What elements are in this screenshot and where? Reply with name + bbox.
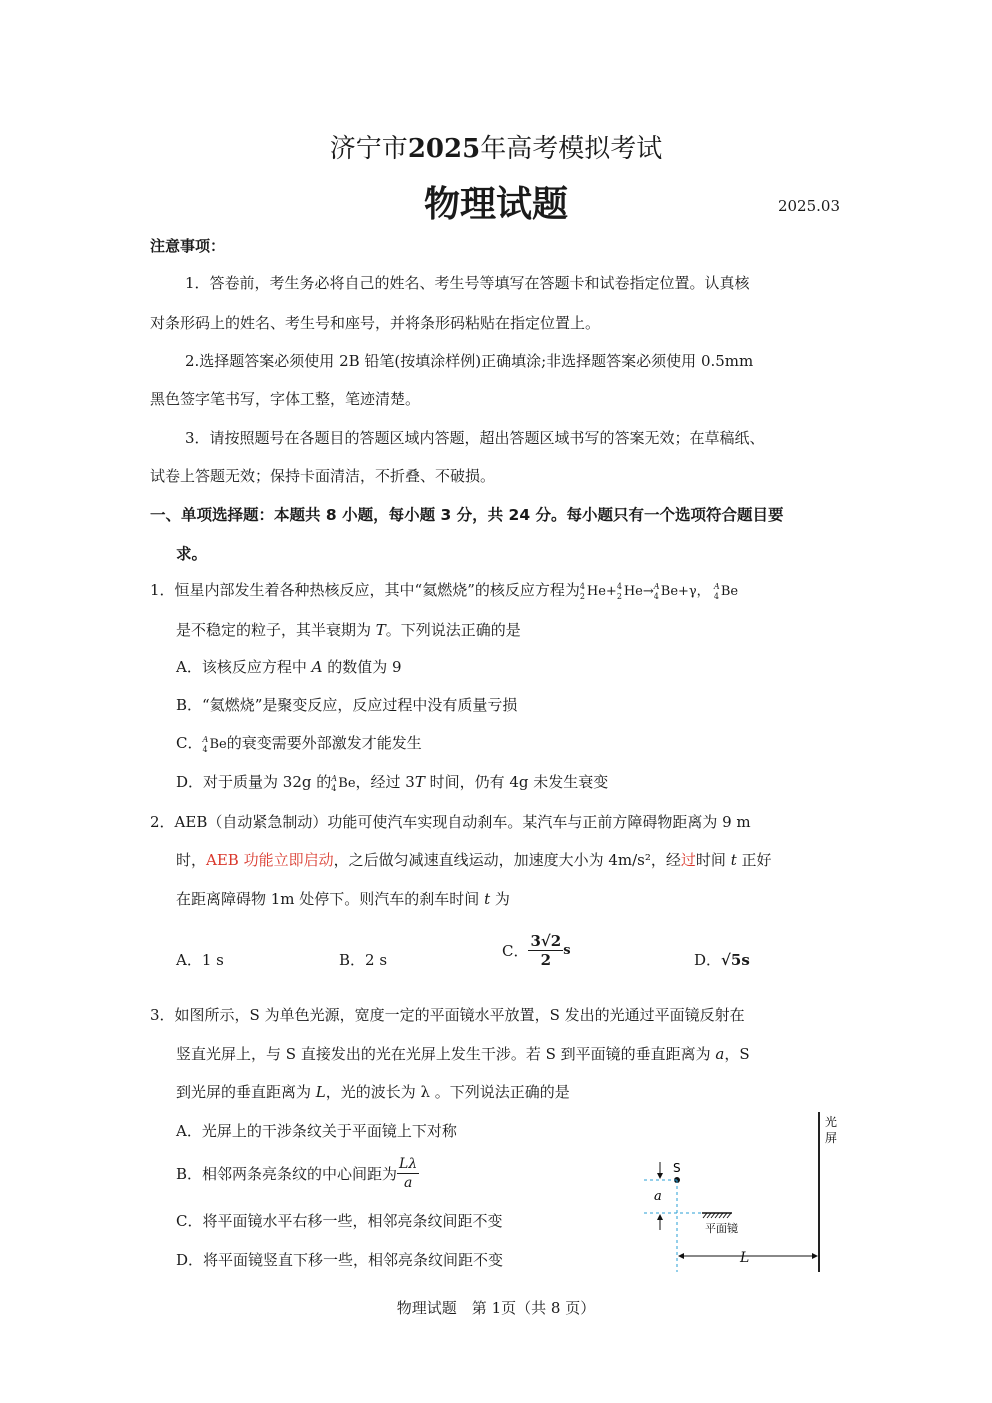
notice-item-1-line-2: 对条形码上的姓名、考生号和座号，并将条形码粘贴在指定位置上。 (150, 314, 601, 332)
q3-option-b: B．相邻两条亮条纹的中心间距为 $\frac{L\lambda}{a}$ (176, 1156, 418, 1191)
q1-option-a: A．该核反应方程中 A 的数值为 9 (176, 658, 402, 676)
q1-option-d: D．对于质量为 32g 的 A 4 Be，经过 3T 时间，仍有 4g 未发生衰变 (176, 773, 609, 793)
mirror-label: 平面镜 (705, 1222, 738, 1235)
q3-option-d: D．将平面镜竖直下移一些，相邻亮条纹间距不变 (176, 1251, 504, 1269)
q3-option-a: A．光屏上的干涉条纹关于平面镜上下对称 (176, 1122, 457, 1140)
screen-label-2: 屏 (825, 1131, 838, 1145)
q2-stem-line-2: 时，AEB 功能立即启动，之后做匀减速直线运动，加速度大小为 4m/s²，经过时间 t 正好 (176, 851, 772, 869)
page-footer: 物理试题 第 1页（共 8 页） (396, 1299, 596, 1317)
q3-stem-line-2: 竖直光屏上，与 S 直接发出的光在光屏上发生干涉。若 S 到平面镜的垂直距离为 a，S (176, 1045, 750, 1063)
L-label: L (740, 1250, 750, 1266)
notice-heading: 注意事项： (150, 237, 226, 255)
exam-title: 济宁市2025年高考模拟考试 (329, 134, 663, 164)
section-1-heading-line-2: 求。 (176, 545, 208, 563)
subject-title: 物理试题 (423, 184, 568, 225)
notice-item-3-line-1: 3．请按照题号在各题目的答题区域内答题，超出答题区域书写的答案无效；在草稿纸、 (185, 429, 765, 447)
q3-stem-line-1: 3．如图所示，S 为单色光源，宽度一定的平面镜水平放置，S 发出的光通过平面镜反射在 (150, 1006, 745, 1024)
q2-option-d: D．√5s (694, 951, 750, 969)
q2-option-b: B．2 s (339, 951, 388, 969)
interference-diagram (636, 1110, 856, 1280)
q2-option-a: A．1 s (176, 951, 224, 969)
a-label: a (654, 1189, 662, 1204)
q1-stem-line-2: 是不稳定的粒子，其半衰期为 T。下列说法正确的是 (176, 621, 521, 639)
notice-item-2-line-2: 黑色签字笔书写，字体工整，笔迹清楚。 (150, 390, 421, 408)
notice-item-2-line-1: 2.选择题答案必须使用 2B 铅笔(按填涂样例)正确填涂;非选择题答案必须使用 0.5mm (185, 352, 754, 370)
q2-stem-line-1: 2．AEB（自动紧急制动）功能可使汽车实现自动刹车。某汽车与正前方障碍物距离为 9 m (150, 813, 751, 831)
q3-stem-line-3: 到光屏的垂直距离为 L，光的波长为 λ 。下列说法正确的是 (176, 1083, 570, 1101)
screen-label-1: 光 (825, 1115, 838, 1129)
q1-equation: 4 2 He+ 4 2 He→ A 4 Be+γ， A 4 Be (579, 582, 739, 601)
source-label: S (673, 1161, 681, 1175)
q2-stem-line-3: 在距离障碍物 1m 处停下。则汽车的刹车时间 t 为 (176, 890, 510, 908)
notice-item-3-line-2: 试卷上答题无效；保持卡面清洁，不折叠、不破损。 (150, 467, 496, 485)
q1-option-c: C． A 4 Be的衰变需要外部激发才能发生 (176, 734, 422, 754)
notice-item-1-line-1: 1．答卷前，考生务必将自己的姓名、考生号等填写在答题卡和试卷指定位置。认真核 (185, 274, 750, 292)
exam-date: 2025.03 (777, 197, 840, 215)
q1-stem-line-1: 1．恒星内部发生着各种热核反应，其中“氦燃烧”的核反应方程为 4 2 He+ 4 2 He→ A 4 Be+γ， A 4 Be (150, 581, 739, 601)
q2-option-c: C． $\frac{3√2}{2}$ s (502, 932, 571, 969)
section-1-heading: 一、单项选择题：本题共 8 小题，每小题 3 分，共 24 分。每小题只有一个选项符合题目要 (150, 506, 784, 524)
q1-option-b: B．“氦燃烧”是聚变反应，反应过程中没有质量亏损 (176, 696, 518, 714)
q3-option-c: C．将平面镜水平右移一些，相邻亮条纹间距不变 (176, 1212, 503, 1230)
